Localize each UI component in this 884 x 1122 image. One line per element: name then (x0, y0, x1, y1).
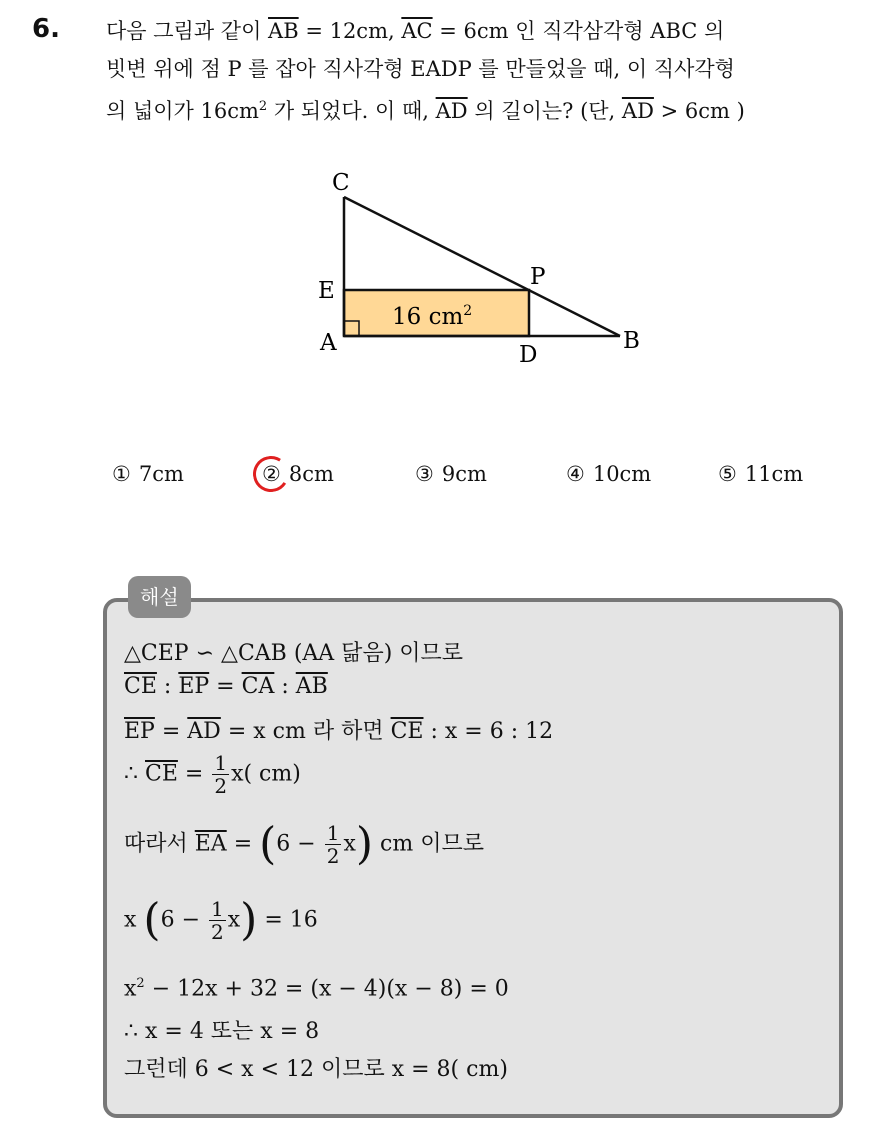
segment-ac: $\overline{AC}$ (401, 19, 433, 43)
area-label: 16 $cm^2$ (392, 303, 473, 330)
choice-3[interactable]: ③ 9cm (415, 462, 487, 486)
segment-ad: $\overline{AD}$ (435, 99, 468, 123)
fraction-half: $\frac{1}{2}$ (214, 751, 228, 798)
selected-answer-circle (250, 453, 293, 496)
solution-line-7: $x^2 - 12x + 32 = (x - 4)(x - 8) = 0$ (124, 976, 509, 1002)
solution-line-4: ∴ $\overline{CE}$ = $\frac{1}{2}$ x( cm) (124, 751, 301, 798)
solution-line-9: 그런데 6 < x < 12 이므로 x = 8( cm) (124, 1057, 508, 1082)
question-line-3: 의 넓이가 $16cm^2$ 가 되었다. 이 때, $\overline{AD}$ 의 길이는? (단, $\overline{AD} > 6cm$ ) (106, 99, 745, 123)
question-text (106, 12, 866, 130)
question-line-2: 빗변 위에 점 P 를 잡아 직사각형 EADP 를 만들었을 때, 이 직사각형 (106, 57, 735, 81)
label-d: D (519, 342, 538, 368)
solution-line-6: x (6 − $\frac{1}{2}$ x) = 16 (124, 894, 318, 946)
solution-line-8: ∴ x = 4 또는 x = 8 (124, 1019, 320, 1044)
label-p: P (530, 264, 546, 290)
segment-ab: $\overline{AB}$ (268, 19, 299, 43)
choice-1[interactable]: ① 7cm (112, 462, 184, 486)
solution-tag: 해설 (128, 576, 191, 618)
choice-2[interactable]: ② 8cm (262, 462, 334, 486)
label-c: C (332, 170, 350, 196)
label-a: A (320, 330, 337, 356)
solution-line-3: $\overline{EP} = \overline{AD} = x$ cm 라 하면 $\overline{CE}$ : x = 6 : 12 (124, 719, 554, 744)
choice-4[interactable]: ④ 10cm (566, 462, 652, 486)
fraction-half: $\frac{1}{2}$ (211, 897, 224, 944)
question-number: 6. (32, 14, 60, 44)
choice-5[interactable]: ⑤ 11cm (718, 462, 804, 486)
solution-line-5: 따라서 $\overline{EA} = (6$ − $\frac{1}{2}$ x) cm 이므로 (124, 818, 484, 870)
solution-line-1: △CEP ∽ △CAB (AA 닮음) 이므로 (124, 641, 464, 666)
label-b: B (623, 328, 640, 354)
triangle-figure (290, 160, 670, 390)
segment-ad-condition: $\overline{AD}$ (621, 99, 654, 123)
question-line-1: 다음 그림과 같이 $\overline{AB} = 12cm$, $\overline{AC} = 6cm$ 인 직각삼각형 ABC 의 (106, 19, 725, 43)
fraction-half: $\frac{1}{2}$ (326, 821, 340, 868)
triangle-diagram (290, 160, 670, 390)
solution-line-2: $\overline{CE}$ : $\overline{EP} = \overline{CA}$ : $\overline{AB}$ (124, 674, 328, 699)
label-e: E (318, 278, 335, 304)
answer-choices (0, 462, 884, 502)
